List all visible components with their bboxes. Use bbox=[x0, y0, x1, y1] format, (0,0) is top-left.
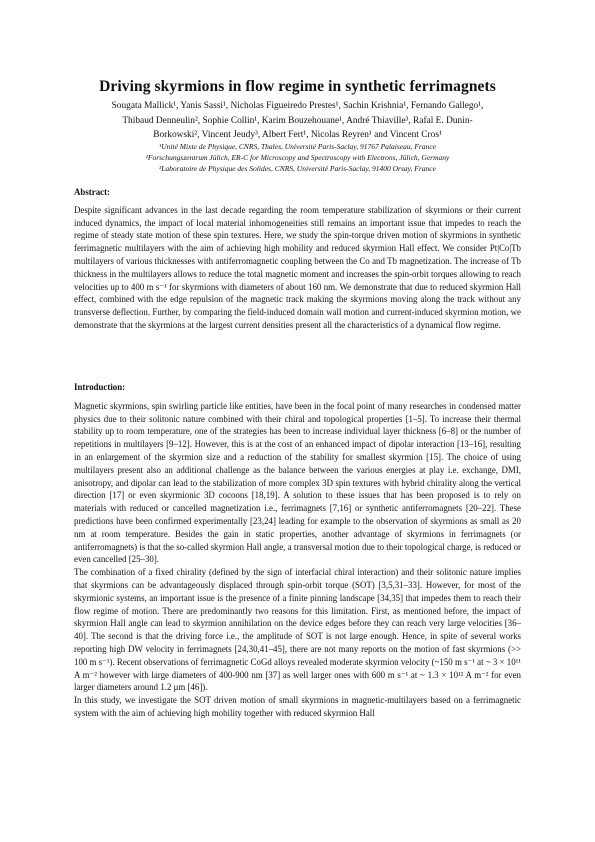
affiliation-line: ¹Unité Mixte de Physique, CNRS, Thales, Université Paris-Saclay, 91767 Palaiseau, France bbox=[159, 142, 436, 151]
abstract-text: Despite significant advances in the last decade regarding the room temperature stabilization of skyrmions or their current induced dynamics, the impact of local material inhomogeneities still remains an important issue that impedes to reach the regime of steady state motion of these spin textures. Here, we study the spin-torque driven motion of skyrmions in synthetic ferrimagnetic multilayers with the aim of achieving high mobility and reduced skyrmion Hall effect. We consider Pt|Co|Tb multilayers of various thicknesses with antiferromagnetic coupling between the Co and Tb magnetization. The increase of Tb thickness in the multilayers allows to reduce the total magnetic moment and increases the spin-orbit torques allowing to reach velocities up to 400 m s⁻¹ for skyrmions with diameters of about 160 nm. We demonstrate that due to reduced skyrmion Hall effect, combined with the edge repulsion of the magnetic track making the skyrmions moving along the track without any transverse deflection. Further, by comparing the field-induced domain wall motion and current-induced skyrmion motion, we demonstrate that the skyrmions at the largest current densities present all the characteristics of a dynamical flow regime. bbox=[74, 204, 521, 330]
intro-paragraph: The combination of a fixed chirality (defined by the sign of interfacial chiral interaction) and their solitonic nature implies that skyrmions can be advantageously displaced through spin-orbit torque (SOT) [3,5,31–33]. However, for most of the skyrmionic systems, an important issue is the presence of a finite pinning landscape [34,35] that impedes them to reach their flow regime of motion. There are predominantly two reasons for this limitation. First, as mentioned before, the impact of skyrmion Hall angle can lead to skyrmion annihilation on the device edges before they can reach very large velocities [36–40]. The second is that the driving force i.e., the amplitude of SOT is not large enough. Hence, in spite of several works reporting high DW velocity in ferrimagnets [24,30,41–45], there are not many reports on the motion of fast skyrmions (>> 100 m s⁻¹). Recent observations of ferrimagnetic CoGd alloys revealed moderate skyrmion velocity (~150 m s⁻¹ at ~ 3 × 10¹¹ A m⁻² however with large diameters of 400-900 nm [37] as well larger ones with 600 m s⁻¹ at ~ 1.3 × 10¹² A m⁻² for even larger diameters around 1.2 μm [46]). bbox=[74, 567, 521, 693]
author-line: Thibaud Denneulin², Sophie Collin¹, Karim Bouzehouane¹, André Thiaville³, Rafal E. Dunin- bbox=[122, 115, 473, 126]
author-line: Sougata Mallick¹, Yanis Sassi¹, Nicholas Figueiredo Prestes¹, Sachin Krishnia¹, Fernando Gallego¹, bbox=[111, 101, 484, 111]
intro-paragraph: In this study, we investigate the SOT driven motion of small skyrmions in magnetic-multilayers based on a ferrimagnetic system with the aim of achieving high mobility together with reduced skyrmion Hall bbox=[74, 695, 521, 718]
affiliation-line: ²Forschungszentrum Jülich, ER-C for Microscopy and Spectroscopy with Electrons, Jülich, Germany bbox=[145, 153, 450, 162]
affiliation-line: ³Laboratoire de Physique des Solides, CNRS, Université Paris-Saclay, 91400 Orsay, France bbox=[159, 164, 436, 173]
abstract-heading: Abstract: bbox=[74, 187, 110, 197]
introduction-heading: Introduction: bbox=[74, 382, 126, 392]
intro-paragraph: Magnetic skyrmions, spin swirling particle like entities, have been in the focal point of many researches in condensed matter physics due to their solitonic nature combined with their chiral and topological properties [1–5]. To increase their thermal stability up to room temperature, one of the strategies has been to increase individual layer thickness [6–8] or the number of repetitions in multilayers [9–12]. However, this is at the cost of an enhanced impact of dipolar interaction [13–16], resulting in an enlargement of the skyrmion size and a reduction of the stability for smallest skyrmion [15]. The choice of using multilayers present also an additional challenge as the balance between the various energies at play i.e. exchange, DMI, anisotropy, and dipolar can lead to the stabilization of more complex 3D spin textures with hybrid chirality along the vertical direction [17] or even skyrmionic 3D cocoons [18,19]. A solution to these issues that has been proposed is to rely on materials with reduced or cancelled magnetization i.e., ferrimagnets [7,16] or synthetic antiferromagnets [20–22]. These predictions have been confirmed experimentally [23,24] leading for example to the observation of skyrmions as small as 20 nm at room temperature. Besides the gain in static properties, another advantage of skyrmions in ferrimagnets (or antiferromagnets) is that the so-called skyrmion Hall angle, a transversal motion due to their topological charge, is reduced or even cancelled [25–30]. bbox=[74, 400, 521, 565]
paper-title: Driving skyrmions in flow regime in synthetic ferrimagnets bbox=[99, 78, 496, 95]
abstract-section bbox=[74, 186, 521, 332]
author-list bbox=[62, 99, 533, 143]
author-line: Borkowski², Vincent Jeudy³, Albert Fert¹, Nicolas Reyren¹ and Vincent Cros¹ bbox=[153, 130, 442, 141]
affiliation-list bbox=[55, 141, 540, 174]
introduction-section bbox=[74, 381, 521, 720]
